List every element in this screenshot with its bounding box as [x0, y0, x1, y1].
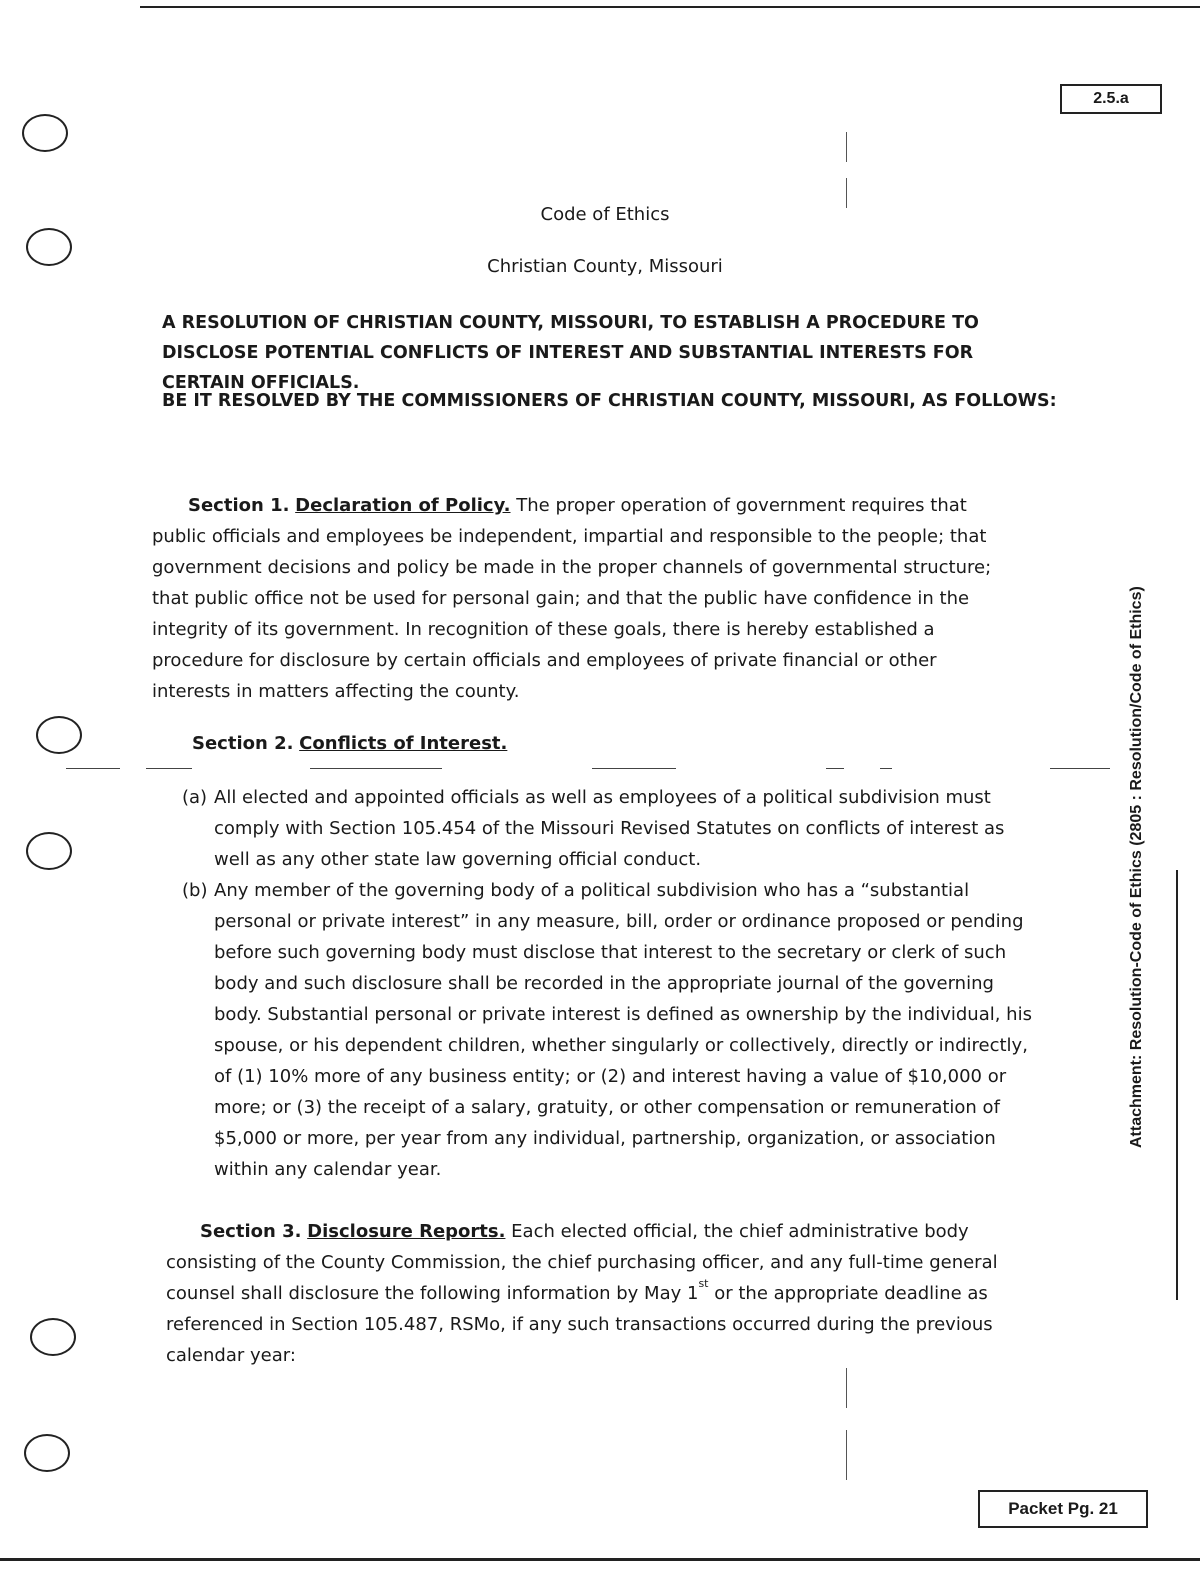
document-subtitle: Christian County, Missouri [487, 256, 723, 277]
section-1-heading: Declaration of Policy. [295, 495, 511, 516]
section-2-header [192, 728, 892, 759]
section-1 [152, 490, 1012, 707]
scan-mark [846, 132, 847, 162]
top-border-line [140, 6, 1200, 8]
bottom-border-line [0, 1558, 1200, 1561]
binder-hole-icon [26, 832, 72, 870]
page-tag-label: 2.5.a [1093, 90, 1129, 107]
section-1-label: Section 1. [188, 495, 290, 516]
section-3-text-before: Each elected official, the chief administrative body consisting of the County Commission, the chief purchasing officer, and any full-time general counsel shall disclosure the following information by May 1 [166, 1221, 998, 1304]
scan-mark [846, 1430, 847, 1480]
binder-hole-icon [22, 114, 68, 152]
list-item-label: (a) [182, 787, 208, 808]
resolved-line: BE IT RESOLVED BY THE COMMISSIONERS OF CHRISTIAN COUNTY, MISSOURI, AS FOLLOWS: [162, 391, 1057, 411]
section-2-list [182, 782, 1032, 1185]
binder-hole-icon [24, 1434, 70, 1472]
scan-mark [1050, 768, 1110, 769]
attachment-side-label: Attachment: Resolution-Code of Ethics (2805 : Resolution/Code of Ethics) [1128, 586, 1145, 1148]
page-tag [1060, 84, 1162, 114]
packet-page-box [978, 1490, 1148, 1528]
section-3-label: Section 3. [200, 1221, 302, 1242]
section-3 [166, 1216, 1016, 1371]
section-3-superscript: st [698, 1277, 709, 1290]
packet-page-label: Packet Pg. 21 [1008, 1499, 1118, 1518]
list-item-text: Any member of the governing body of a political subdivision who has a “substantial personal or private interest” in any measure, bill, order or ordinance proposed or pending before such governing body must disclose that interest to the secretary or clerk of such body and such disclosure shall be recorded in the appropriate journal of the governing body. Substantial personal or private interest is defined as ownership by the individual, his spouse, or his dependent children, whether singularly or collectively, directly or indirectly, of (1) 10% more of any business entity; or (2) and interest having a value of $10,000 or more; or (3) the receipt of a salary, gratuity, or other compensation or remuneration of $5,000 or more, per year from any individual, partnership, organization, or association within any calendar year. [214, 880, 1032, 1180]
document-title: Code of Ethics [540, 204, 670, 225]
list-item [182, 782, 1032, 875]
section-2-heading: Conflicts of Interest. [299, 733, 508, 754]
binder-hole-icon [36, 716, 82, 754]
list-item [182, 875, 1032, 1185]
section-3-text-after: or the appropriate deadline as referenced in Section 105.487, RSMo, if any such transactions occurred during the previous calendar year: [166, 1283, 993, 1366]
scan-mark [846, 1368, 847, 1408]
resolution-heading: A RESOLUTION OF CHRISTIAN COUNTY, MISSOURI, TO ESTABLISH A PROCEDURE TO DISCLOSE POTENTIAL CONFLICTS OF INTEREST AND SUBSTANTIAL INTERESTS FOR CERTAIN OFFICIALS. [162, 313, 979, 393]
binder-hole-icon [30, 1318, 76, 1356]
section-1-text: The proper operation of government requires that public officials and employees be independent, impartial and responsible to the people; that government decisions and policy be made in the proper channels of governmental structure; that public office not be used for personal gain; and that the public have confidence in the integrity of its government. In recognition of these goals, there is hereby established a procedure for disclosure by certain officials and employees of private financial or other interests in matters affecting the county. [152, 495, 992, 702]
list-item-text: All elected and appointed officials as well as employees of a political subdivision must comply with Section 105.454 of the Missouri Revised Statutes on conflicts of interest as well as any other state law governing official conduct. [214, 787, 1005, 870]
side-rule-line [1176, 870, 1178, 1300]
scan-mark [592, 768, 676, 769]
section-3-heading: Disclosure Reports. [307, 1221, 506, 1242]
scan-mark [66, 768, 120, 769]
section-2-label: Section 2. [192, 733, 294, 754]
list-item-label: (b) [182, 880, 208, 901]
scan-mark [310, 768, 442, 769]
scan-mark [146, 768, 192, 769]
scan-mark [826, 768, 844, 769]
scan-mark [880, 768, 892, 769]
